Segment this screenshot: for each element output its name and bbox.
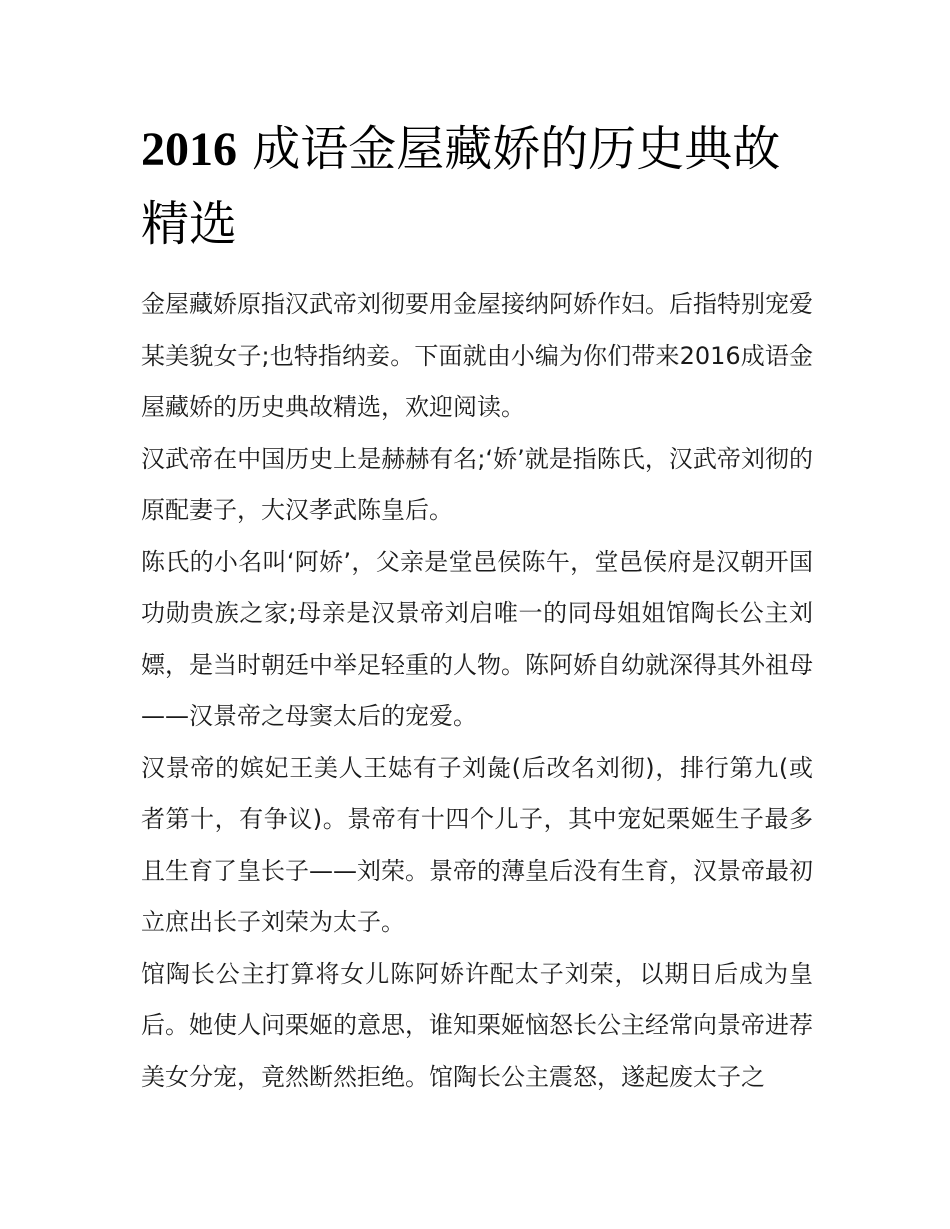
- document-body: [141, 279, 813, 1103]
- document-page: [141, 112, 813, 1103]
- paragraph-chen-family: 陈氏的小名叫‘阿娇’，父亲是堂邑侯陈午，堂邑侯府是汉朝开国功勋贵族之家;母亲是汉景帝刘启唯一的同母姐姐馆陶长公主刘嫖，是当时朝廷中举足轻重的人物。陈阿娇自幼就深得其外祖母——汉景帝之母窦太后的宠爱。: [141, 547, 813, 730]
- paragraph-princess-plan: 馆陶长公主打算将女儿陈阿娇许配太子刘荣，以期日后成为皇后。她使人问栗姬的意思，谁知栗姬恼怒长公主经常向景帝进荐美女分宠，竟然断然拒绝。馆陶长公主震怒，遂起废太子之: [141, 959, 813, 1091]
- title-number: 2016: [141, 123, 237, 176]
- paragraph-jing-sons: 汉景帝的嫔妃王美人王娡有子刘彘(后改名刘彻)，排行第九(或者第十，有争议)。景帝有十四个儿子，其中宠妃栗姬生子最多且生育了皇长子——刘荣。景帝的薄皇后没有生育，汉景帝最初立庶出长子刘荣为太子。: [141, 753, 813, 936]
- paragraph-intro: 金屋藏娇原指汉武帝刘彻要用金屋接纳阿娇作妇。后指特别宠爱某美貌女子;也特指纳妾。下面就由小编为你们带来2016成语金屋藏娇的历史典故精选，欢迎阅读。: [141, 290, 813, 421]
- title-text: 成语金屋藏娇的历史典故精选: [141, 121, 781, 252]
- paragraph-emperor: 汉武帝在中国历史上是赫赫有名;‘娇’就是指陈氏，汉武帝刘彻的原配妻子，大汉孝武陈皇后。: [141, 444, 813, 524]
- document-title: [141, 112, 813, 261]
